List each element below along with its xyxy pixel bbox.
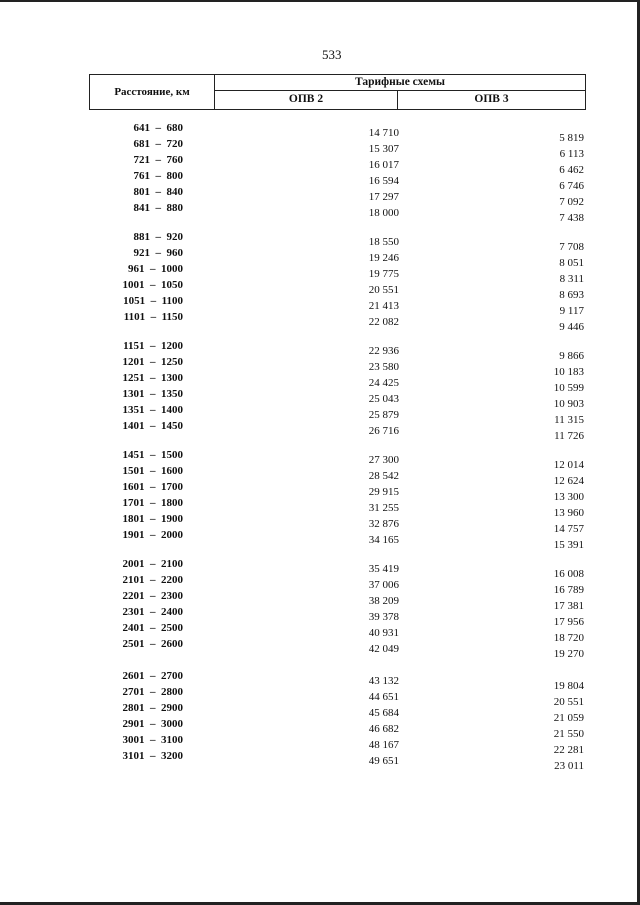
opv2-value: 19 246 bbox=[368, 252, 399, 264]
distance-range: 881 – 920 bbox=[133, 231, 183, 243]
distance-range: 841 – 880 bbox=[133, 202, 183, 214]
opv3-value: 6 746 bbox=[559, 180, 584, 192]
table-row bbox=[0, 638, 640, 660]
distance-range: 921 – 960 bbox=[133, 247, 183, 259]
opv2-value: 34 165 bbox=[368, 534, 399, 546]
header-tariff-schemes: Тарифные схемы bbox=[215, 75, 585, 91]
distance-range: 1301 – 1350 bbox=[122, 388, 183, 400]
opv2-value: 48 167 bbox=[368, 739, 399, 751]
distance-range: 2501 – 2600 bbox=[122, 638, 183, 650]
opv2-value: 20 551 bbox=[368, 284, 399, 296]
opv2-value: 45 684 bbox=[368, 707, 399, 719]
opv2-value: 42 049 bbox=[368, 643, 399, 655]
distance-range: 721 – 760 bbox=[133, 154, 183, 166]
header-opv3: ОПВ 3 bbox=[474, 93, 509, 105]
opv3-value: 6 113 bbox=[559, 148, 584, 160]
distance-range: 961 – 1000 bbox=[128, 263, 183, 275]
opv2-value: 35 419 bbox=[368, 563, 399, 575]
distance-range: 641 – 680 bbox=[133, 122, 183, 134]
opv2-value: 21 413 bbox=[368, 300, 399, 312]
opv3-value: 23 011 bbox=[554, 760, 584, 772]
opv3-value: 8 311 bbox=[559, 273, 584, 285]
opv3-value: 12 624 bbox=[553, 475, 584, 487]
table-row bbox=[0, 420, 640, 442]
distance-range: 2401 – 2500 bbox=[122, 622, 183, 634]
distance-range: 3001 – 3100 bbox=[122, 734, 183, 746]
distance-range: 2001 – 2100 bbox=[122, 558, 183, 570]
opv2-value: 32 876 bbox=[368, 518, 399, 530]
distance-range: 2301 – 2400 bbox=[122, 606, 183, 618]
distance-range: 1001 – 1050 bbox=[122, 279, 183, 291]
distance-range: 1901 – 2000 bbox=[122, 529, 183, 541]
distance-range: 2801 – 2900 bbox=[122, 702, 183, 714]
opv2-value: 31 255 bbox=[368, 502, 399, 514]
opv2-value: 38 209 bbox=[368, 595, 399, 607]
opv3-value: 11 726 bbox=[554, 430, 584, 442]
distance-range: 1401 – 1450 bbox=[122, 420, 183, 432]
opv2-value: 43 132 bbox=[368, 675, 399, 687]
distance-range: 801 – 840 bbox=[133, 186, 183, 198]
opv2-value: 37 006 bbox=[368, 579, 399, 591]
opv2-value: 26 716 bbox=[368, 425, 399, 437]
opv3-value: 17 956 bbox=[553, 616, 584, 628]
opv3-value: 13 300 bbox=[553, 491, 584, 503]
opv3-value: 9 866 bbox=[559, 350, 584, 362]
table-row bbox=[0, 750, 640, 772]
opv3-value: 22 281 bbox=[553, 744, 584, 756]
opv3-value: 6 462 bbox=[559, 164, 584, 176]
opv3-value: 19 270 bbox=[553, 648, 584, 660]
opv3-value: 10 903 bbox=[553, 398, 584, 410]
distance-range: 1051 – 1100 bbox=[123, 295, 183, 307]
distance-range: 1101 – 1150 bbox=[123, 311, 183, 323]
table-row bbox=[0, 311, 640, 333]
opv3-value: 8 051 bbox=[559, 257, 584, 269]
opv3-value: 10 183 bbox=[553, 366, 584, 378]
opv2-value: 25 879 bbox=[368, 409, 399, 421]
opv2-value: 22 936 bbox=[368, 345, 399, 357]
opv2-value: 18 550 bbox=[368, 236, 399, 248]
opv3-value: 14 757 bbox=[553, 523, 584, 535]
distance-range: 1151 – 1200 bbox=[123, 340, 183, 352]
opv2-value: 18 000 bbox=[368, 207, 399, 219]
opv3-value: 21 059 bbox=[553, 712, 584, 724]
opv2-value: 25 043 bbox=[368, 393, 399, 405]
distance-range: 2101 – 2200 bbox=[122, 574, 183, 586]
distance-range: 2701 – 2800 bbox=[122, 686, 183, 698]
opv2-value: 27 300 bbox=[368, 454, 399, 466]
opv3-value: 20 551 bbox=[553, 696, 584, 708]
opv2-value: 24 425 bbox=[368, 377, 399, 389]
table-row bbox=[0, 529, 640, 551]
opv2-value: 39 378 bbox=[368, 611, 399, 623]
opv2-value: 16 017 bbox=[368, 159, 399, 171]
opv2-value: 23 580 bbox=[368, 361, 399, 373]
opv2-value: 16 594 bbox=[368, 175, 399, 187]
opv3-value: 12 014 bbox=[553, 459, 584, 471]
opv3-value: 7 092 bbox=[559, 196, 584, 208]
opv2-value: 15 307 bbox=[368, 143, 399, 155]
opv3-value: 18 720 bbox=[553, 632, 584, 644]
opv3-value: 10 599 bbox=[553, 382, 584, 394]
distance-range: 1801 – 1900 bbox=[122, 513, 183, 525]
opv3-value: 16 789 bbox=[553, 584, 584, 596]
distance-range: 1701 – 1800 bbox=[122, 497, 183, 509]
opv3-value: 9 117 bbox=[559, 305, 584, 317]
opv2-value: 17 297 bbox=[368, 191, 399, 203]
distance-range: 681 – 720 bbox=[133, 138, 183, 150]
opv2-value: 28 542 bbox=[368, 470, 399, 482]
opv2-value: 22 082 bbox=[368, 316, 399, 328]
opv2-value: 29 915 bbox=[368, 486, 399, 498]
header-opv2: ОПВ 2 bbox=[215, 91, 398, 109]
opv3-value: 11 315 bbox=[554, 414, 584, 426]
distance-range: 3101 – 3200 bbox=[122, 750, 183, 762]
opv3-value: 21 550 bbox=[553, 728, 584, 740]
opv2-value: 40 931 bbox=[368, 627, 399, 639]
opv3-value: 7 708 bbox=[559, 241, 584, 253]
distance-range: 1501 – 1600 bbox=[122, 465, 183, 477]
opv2-value: 46 682 bbox=[368, 723, 399, 735]
opv2-value: 19 775 bbox=[368, 268, 399, 280]
distance-range: 2601 – 2700 bbox=[122, 670, 183, 682]
opv3-value: 7 438 bbox=[559, 212, 584, 224]
page-number: 533 bbox=[322, 47, 342, 62]
distance-range: 2901 – 3000 bbox=[122, 718, 183, 730]
distance-range: 761 – 800 bbox=[133, 170, 183, 182]
opv3-value: 19 804 bbox=[553, 680, 584, 692]
distance-range: 1201 – 1250 bbox=[122, 356, 183, 368]
distance-range: 1451 – 1500 bbox=[122, 449, 183, 461]
distance-range: 1251 – 1300 bbox=[122, 372, 183, 384]
opv3-value: 8 693 bbox=[559, 289, 584, 301]
opv3-value: 5 819 bbox=[559, 132, 584, 144]
table-row bbox=[0, 202, 640, 224]
opv3-value: 9 446 bbox=[559, 321, 584, 333]
distance-range: 2201 – 2300 bbox=[122, 590, 183, 602]
distance-range: 1601 – 1700 bbox=[122, 481, 183, 493]
opv2-value: 44 651 bbox=[368, 691, 399, 703]
opv3-value: 13 960 bbox=[553, 507, 584, 519]
opv3-value: 16 008 bbox=[553, 568, 584, 580]
opv3-value: 15 391 bbox=[553, 539, 584, 551]
header-distance: Расстояние, км bbox=[90, 75, 215, 109]
distance-range: 1351 – 1400 bbox=[122, 404, 183, 416]
opv2-value: 14 710 bbox=[368, 127, 399, 139]
opv2-value: 49 651 bbox=[368, 755, 399, 767]
opv3-value: 17 381 bbox=[553, 600, 584, 612]
